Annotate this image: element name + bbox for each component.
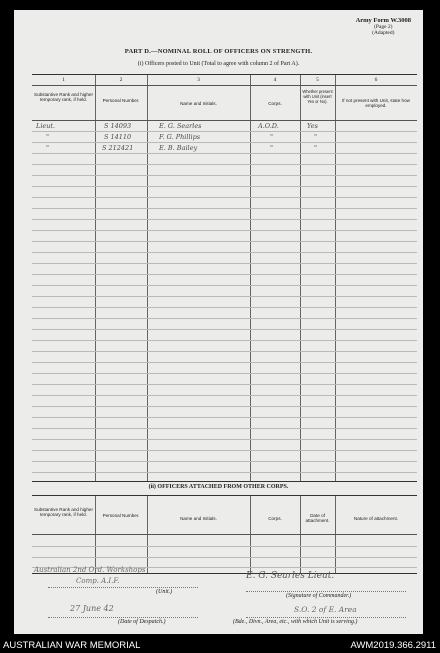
form-identifier xyxy=(356,18,411,37)
unit-line xyxy=(48,587,198,588)
form-adapted-note: (Adapted) xyxy=(372,30,395,37)
area-label: (Bde., Divn., Area, etc., with which Unit is serving.) xyxy=(233,619,358,625)
ruled-line xyxy=(32,406,417,407)
row1-name: E. G. Searles xyxy=(159,122,202,130)
archive-footer xyxy=(0,639,440,653)
ruled-line xyxy=(32,307,417,308)
commander-signature: E. G. Searles Lieut. xyxy=(246,571,335,581)
header-employment: If not present with Unit, state how employed. xyxy=(342,98,410,109)
form-number: Army Form W.3008 xyxy=(355,17,411,24)
ruled-line xyxy=(32,329,417,330)
header-present: Whether present with Unit (insert Yes or No). xyxy=(302,89,333,104)
ruled-line xyxy=(32,164,417,165)
ruled-line xyxy=(32,373,417,374)
commander-line xyxy=(246,591,406,592)
officers-posted-table xyxy=(32,74,417,482)
ruled-line xyxy=(32,230,417,231)
despatch-date-label: (Date of Despatch.) xyxy=(118,619,166,625)
ruled-line xyxy=(32,362,417,363)
column-number: 1 xyxy=(62,77,65,83)
column-number: 2 xyxy=(119,77,123,83)
ruled-line xyxy=(32,241,417,242)
row3-rank: " xyxy=(46,144,49,152)
officers-attached-table xyxy=(32,495,417,574)
ruled-line xyxy=(32,450,417,451)
header-personal-number: Personal Number. xyxy=(102,98,140,103)
header-rank: Substantive Rank and higher temporary rank, if held. xyxy=(34,507,93,518)
header-corps: Corps. xyxy=(268,516,282,521)
ruled-line xyxy=(32,186,417,187)
ruled-line xyxy=(32,340,417,341)
ruled-line xyxy=(32,296,417,297)
ruled-line xyxy=(32,274,417,275)
date-line xyxy=(48,617,198,618)
row2-number: S 14110 xyxy=(104,133,132,141)
commander-label: (Signature of Commander.) xyxy=(286,593,352,599)
section2-title: (ii) OFFICERS ATTACHED FROM OTHER CORPS. xyxy=(148,484,289,490)
header-corps: Corps. xyxy=(268,101,282,106)
despatch-date-handwritten: 27 June 42 xyxy=(70,604,114,613)
ruled-line xyxy=(32,142,417,143)
row3-number: S 212421 xyxy=(102,144,134,152)
ruled-line xyxy=(32,384,417,385)
ruled-line xyxy=(32,439,417,440)
header-date-attachment: Date of attachment. xyxy=(305,513,330,524)
row1-corps: A.O.D. xyxy=(258,122,279,130)
row3-present: " xyxy=(314,144,317,152)
ruled-line xyxy=(32,285,417,286)
unit-handwritten-line1: Australian 2nd Ord. Workshops xyxy=(34,566,146,574)
ruled-line xyxy=(32,472,417,473)
header-nature-attachment: Nature of attachment. xyxy=(353,516,399,521)
row2-name: F. G. Phillips xyxy=(159,133,201,141)
area-handwritten: S.O. 2 of E. Area xyxy=(294,605,357,614)
ruled-line xyxy=(32,208,417,209)
column-number: 3 xyxy=(197,77,200,83)
ruled-line xyxy=(32,263,417,264)
form-page-number: (Page 2) xyxy=(374,24,393,31)
column-number: 5 xyxy=(316,77,319,83)
ruled-line xyxy=(32,428,417,429)
area-line xyxy=(246,617,406,618)
ruled-line xyxy=(32,417,417,418)
header-name: Name and Initials. xyxy=(180,516,217,521)
ruled-line xyxy=(32,219,417,220)
row3-name: E. B. Bailey xyxy=(159,144,198,152)
ruled-line xyxy=(32,461,417,462)
column-number: 4 xyxy=(273,77,277,83)
row1-number: S 14093 xyxy=(104,122,132,130)
footer-reference: AWM2019.366.2911 xyxy=(350,640,436,651)
part-title: PART D.—NOMINAL ROLL OF OFFICERS ON STRENGTH. xyxy=(124,48,313,55)
section1-title: (i) Officers posted to Unit (Total to agree with column 2 of Part A). xyxy=(137,61,300,67)
row1-present: Yes xyxy=(307,122,318,130)
ruled-line xyxy=(32,153,417,154)
unit-handwritten-line2: Comp. A.I.F. xyxy=(76,577,120,585)
ruled-line xyxy=(32,252,417,253)
header-rank: Substantive Rank and higher temporary rank, if held. xyxy=(34,92,93,103)
ruled-line xyxy=(32,197,417,198)
row3-corps: " xyxy=(270,144,273,152)
row1-rank: Lieut. xyxy=(36,122,56,130)
ruled-line xyxy=(32,395,417,396)
row2-present: " xyxy=(314,133,317,141)
form-page xyxy=(14,10,423,634)
header-personal-number: Personal Number. xyxy=(102,513,140,518)
row2-rank: " xyxy=(46,133,49,141)
ruled-line xyxy=(32,175,417,176)
ruled-line xyxy=(32,318,417,319)
row2-corps: " xyxy=(270,133,273,141)
header-name: Name and Initials. xyxy=(180,101,217,106)
unit-label: (Unit.) xyxy=(156,589,173,595)
column-number: 6 xyxy=(374,77,378,83)
ruled-line xyxy=(32,131,417,132)
ruled-line xyxy=(32,351,417,352)
footer-institution: AUSTRALIAN WAR MEMORIAL xyxy=(3,640,141,651)
